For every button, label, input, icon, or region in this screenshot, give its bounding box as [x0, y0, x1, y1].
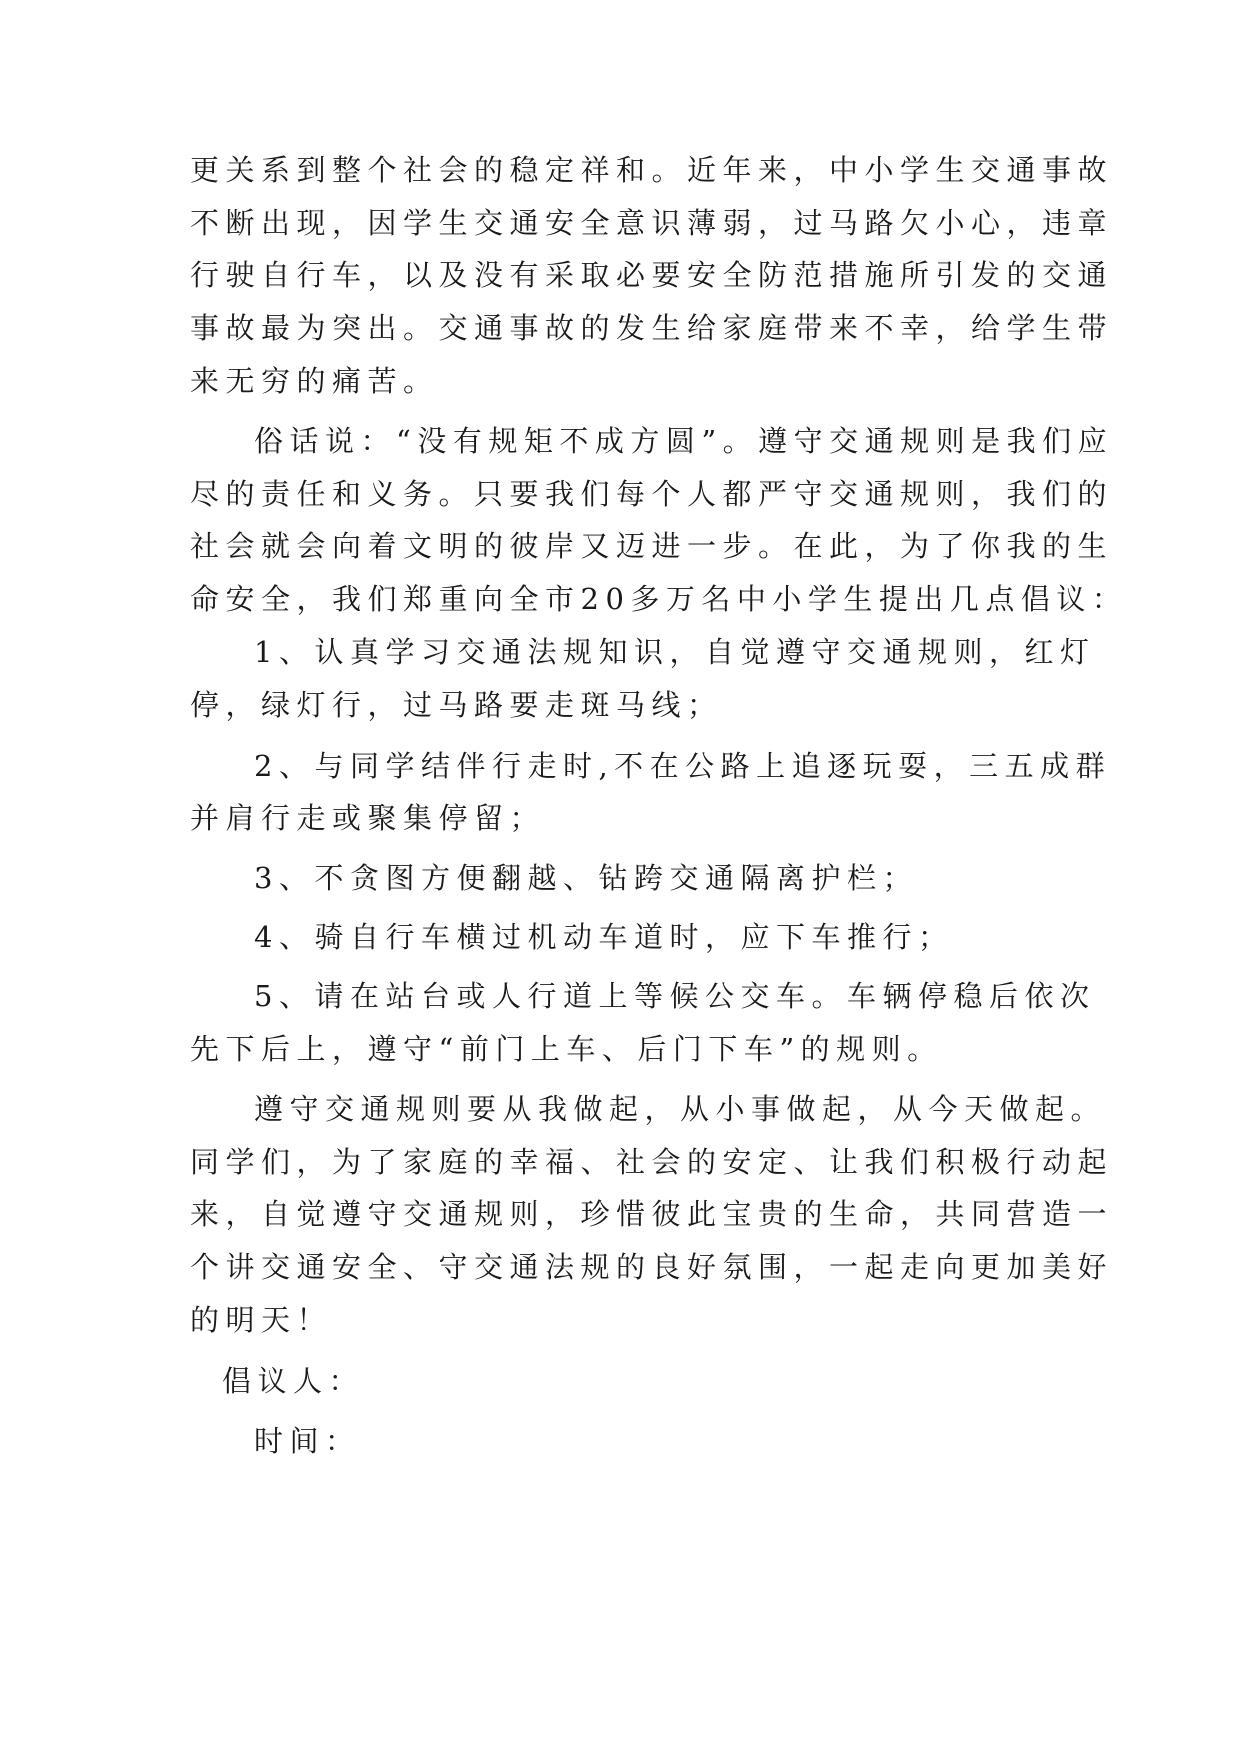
text-line-12: 2、与同学结伴行走时,不在公路上追逐玩耍，三五成群 — [254, 749, 1112, 783]
text-line-4: 事故最为突出。交通事故的发生给家庭带来不幸，给学生带 — [190, 311, 1114, 345]
text-line-13: 并肩行走或聚集停留； — [190, 801, 546, 835]
text-line-1: 更关系到整个社会的稳定祥和。近年来，中小学生交通事故 — [190, 153, 1114, 187]
text-line-6: 俗话说：“没有规矩不成方圆”。遵守交通规则是我们应 — [254, 424, 1114, 458]
text-line-10: 1、认真学习交通法规知识，自觉遵守交通规则，红灯 — [254, 635, 1096, 669]
text-line-14: 3、不贪图方便翻越、钻跨交通隔离护栏； — [254, 861, 918, 895]
date-label: 时间： — [254, 1424, 361, 1458]
text-line-18: 遵守交通规则要从我做起，从小事做起，从今天做起。 — [254, 1092, 1107, 1126]
text-line-15: 4、骑自行车横过机动车道时，应下车推行； — [254, 920, 954, 954]
text-line-11: 停，绿灯行，过马路要走斑马线； — [190, 688, 723, 722]
text-line-3: 行驶自行车，以及没有采取必要安全防范措施所引发的交通 — [190, 258, 1114, 292]
text-line-21: 个讲交通安全、守交通法规的良好氛围，一起走向更加美好 — [190, 1250, 1114, 1284]
text-line-16: 5、请在站台或人行道上等候公交车。车辆停稳后依次 — [254, 979, 1096, 1013]
text-line-5: 来无穷的痛苦。 — [190, 364, 439, 398]
text-line-20: 来，自觉遵守交通规则，珍惜彼此宝贵的生命，共同营造一 — [190, 1197, 1114, 1231]
text-line-8: 社会就会向着文明的彼岸又迈进一步。在此，为了你我的生 — [190, 529, 1114, 563]
text-line-22: 的明天！ — [190, 1303, 333, 1337]
text-line-9: 命安全，我们郑重向全市20多万名中小学生提出几点倡议： — [190, 582, 1128, 616]
text-line-7: 尽的责任和义务。只要我们每个人都严守交通规则，我们的 — [190, 477, 1114, 511]
initiator-label: 倡议人： — [222, 1364, 365, 1398]
text-line-2: 不断出现，因学生交通安全意识薄弱，过马路欠小心，违章 — [190, 206, 1114, 240]
text-line-19: 同学们，为了家庭的幸福、社会的安定、让我们积极行动起 — [190, 1145, 1114, 1179]
text-line-17: 先下后上，遵守“前门上车、后门下车”的规则。 — [190, 1032, 943, 1066]
